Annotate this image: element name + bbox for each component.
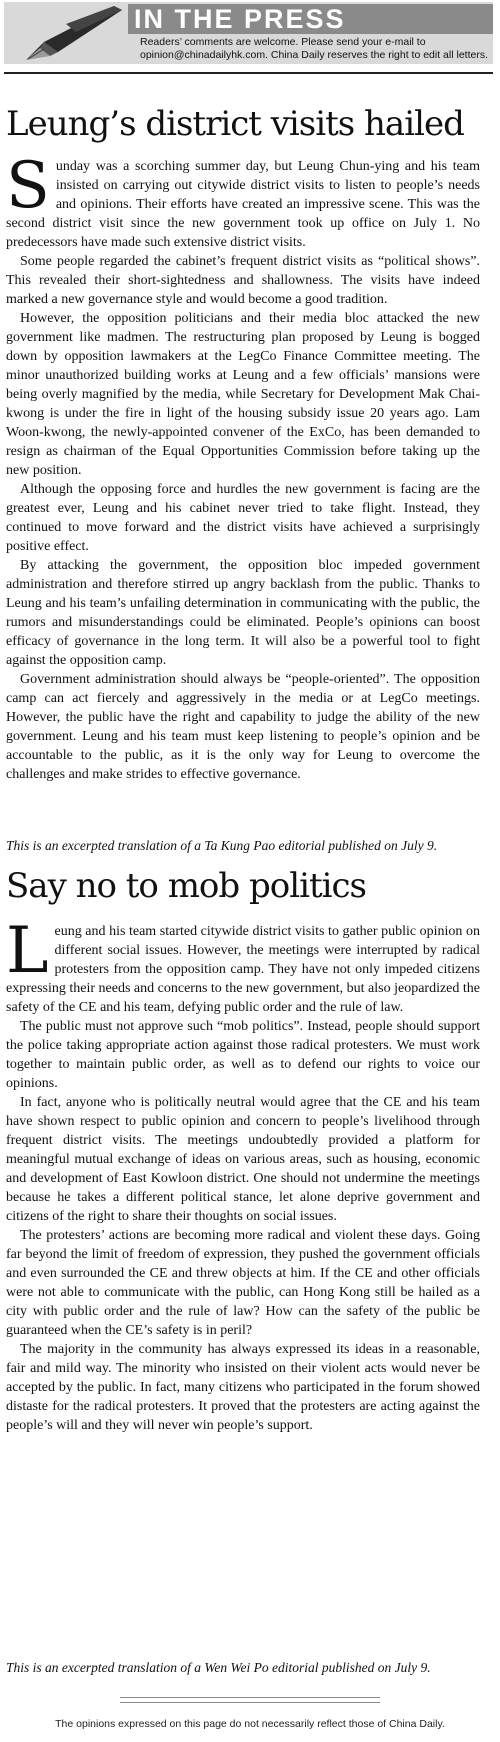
article1-paragraph: Government administration should always be “people-oriented”. The opposition camp can act fiercely and aggressively in the media or at LegCo meetings. However, the public have the right and capability to judge the ability of the new government. Leung and his team must keep listening to people’s opinion and be accountable to the public, as it is the only way for Leung to overcome the challenges and make strides to effective governance. (6, 672, 480, 782)
article2-paragraph: The majority in the community has always expressed its ideas in a reasonable, fair and mild way. The minority who insisted on their violent acts would never be accepted by the public. In fact, many citizens who participated in the forum showed distaste for the radical protesters. It proved that the protesters are acting against the people’s will and they will never win people’s support. (6, 1342, 480, 1433)
in-the-press-banner (4, 2, 493, 64)
article1-paragraph: Although the opposing force and hurdles the new government is facing are the greatest ever, Leung and his cabinet never tried to take flight. Instead, they continued to move forward and the district visits have achieved a surprisingly positive effect. (6, 482, 480, 554)
letters-notice: Readers’ comments are welcome. Please send your e-mail to opinion@chinadailyhk.com. China Daily reserves the right to edit all letters. (140, 36, 488, 61)
disclaimer: The opinions expressed on this page do not necessarily reflect those of China Daily. (55, 1718, 445, 1730)
article2-headline: Say no to mob politics (6, 866, 366, 906)
footer-divider (120, 1697, 380, 1698)
footer-divider (120, 1702, 380, 1703)
article2-credit: This is an excerpted translation of a Wen Wei Po editorial published on July 9. (6, 1660, 431, 1675)
article1-headline: Leung’s district visits hailed (6, 104, 464, 144)
fountain-pen-icon (6, 2, 124, 64)
article2-paragraph: The protesters’ actions are becoming more radical and violent these days. Going far beyond the limit of freedom of expression, they pushed the government officials and even surrounded the CE and threw objects at him. If the CE and other officials were not able to communicate with the public, can Hong Kong still be hailed as a city with public order and the rule of law? How can the safety of the public be guaranteed when the CE’s safety is in peril? (6, 1228, 480, 1338)
article2-paragraph: In fact, anyone who is politically neutral would agree that the CE and his team have shown respect to public opinion and concern to people’s livelihood through frequent district visits. The meetings undoubtedly provided a platform for meaningful mutual exchange of ideas on various areas, such as housing, economic and development of East Kowloon district. One should not undermine the meetings because he takes a different political stance, let alone deprive government and citizens of the right to share their thoughts on social issues. (6, 1095, 480, 1224)
article2-paragraph: Leung and his team started citywide district visits to gather public opinion on different social issues. However, the meetings were interrupted by radical protesters from the opposition camp. They have not only impeded citizens expressing their needs and concerns to the new government, but also jeopardized the safety of the CE and his team, defying public order and the rule of law. (6, 914, 480, 1015)
article1-paragraph: Some people regarded the cabinet’s frequent district visits as “political shows”. This revealed their short-sightedness and shallowness. The visits have indeed marked a new governance style and would become a good tradition. (6, 254, 480, 307)
article2-paragraph: The public must not approve such “mob politics”. Instead, people should support the police taking appropriate action against those radical protesters. We must work together to maintain public order, as well as to defend our rights to voice our opinions. (6, 1019, 480, 1091)
article1-dropcap: S (6, 149, 50, 223)
article1-paragraph: Sunday was a scorching summer day, but Leung Chun-ying and his team insisted on carrying out citywide district visits to listen to people’s needs and opinions. Their efforts have created an impressive scene. This was the second district visit since the new government took up office on July 1. No predecessors have made such extensive district visits. (6, 149, 480, 250)
article1-credit: This is an excerpted translation of a Ta Kung Pao editorial published on July 9. (6, 838, 438, 853)
section-title: IN THE PRESS (134, 4, 346, 34)
article1-body (6, 149, 480, 784)
article2-dropcap: L (6, 914, 49, 988)
article1-paragraph: By attacking the government, the opposition bloc impeded government administration and therefore stirred up angry backlash from the public. Thanks to Leung and his team’s unfailing determination in communicating with the public, the rumors and misunderstandings could be eliminated. People’s opinions can boost efficacy of governance in the long term. It will also be a powerful tool to fight against the opposition camp. (6, 558, 480, 668)
article2-body (6, 914, 480, 1435)
header-divider (4, 72, 493, 74)
article1-paragraph: However, the opposition politicians and their media bloc attacked the new government like madmen. The restructuring plan proposed by Leung is bogged down by opposition lawmakers at the LegCo Finance Committee meeting. The minor unauthorized building works at Leung and a few officials’ mansions were being overly magnified by the media, while Secretary for Development Mak Chai-kwong is under the fire in light of the housing subsidy issue 20 years ago. Lam Woon-kwong, the newly-appointed convener of the ExCo, has been demanded to resign as chairman of the Equal Opportunities Commission before taking up the new position. (6, 311, 480, 478)
